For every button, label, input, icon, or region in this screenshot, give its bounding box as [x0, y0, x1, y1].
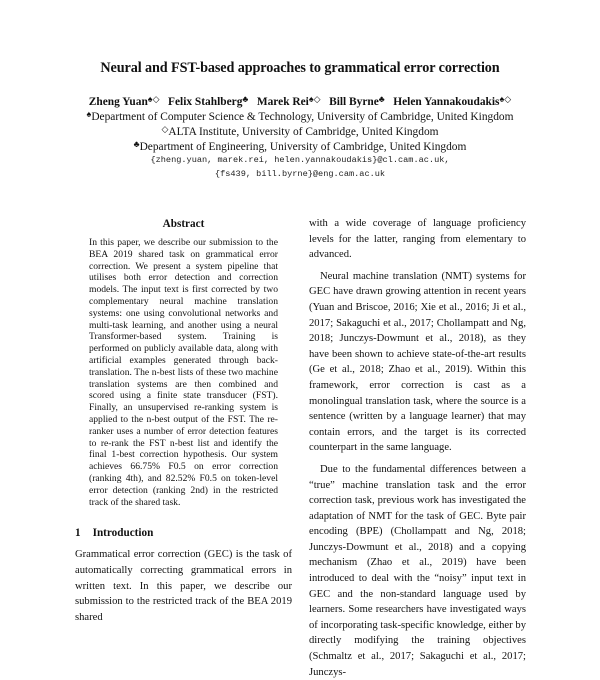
author-mark: ♠◇ — [308, 94, 321, 104]
affiliation-mark: ♠ — [86, 108, 92, 119]
paper-title: Neural and FST-based approaches to grammatical error correction — [100, 60, 500, 76]
author-name: Marek Rei — [256, 96, 309, 108]
section-title: Introduction — [92, 527, 154, 539]
affiliation-mark: ♣ — [133, 138, 140, 149]
affiliation — [0, 139, 600, 153]
author-list — [0, 94, 600, 108]
affiliation — [0, 124, 600, 138]
section-number: 1 — [75, 527, 81, 539]
section-heading — [75, 527, 153, 539]
affiliation — [0, 109, 600, 123]
affiliation-text: Department of Engineering, University of Cambridge, United Kingdom — [139, 140, 467, 153]
email-line: {zheng.yuan, marek.rei, helen.yannakoudakis}@cl.cam.ac.uk, — [150, 155, 450, 165]
author-name: Bill Byrne — [329, 96, 379, 108]
author-name: Felix Stahlberg — [168, 96, 243, 108]
author-mark: ♠◇ — [499, 94, 512, 104]
paragraph: Neural machine translation (NMT) systems for GEC have drawn growing attention in recent years (Yuan and Briscoe, 2016; Xie et al., 2016; Ji et al., 2017; Sakaguchi et al., 2017; Chollampatt and Ng, 2018; Junczys-Dowmunt et al., 2018), as they have been shown to achieve state-of-the-art results (Ge et al., 2018; Zhao et al., 2019). Within this framework, error correction is cast as a monolingual translation task, where the source is a sentence (written by a language learner) that may contain errors, and the target is its corrected counterpart in the same language. — [309, 270, 526, 454]
author-name: Helen Yannakoudakis — [393, 96, 500, 108]
abstract-text: In this paper, we describe our submission to the BEA 2019 shared task on grammatical error correction. We present a system pipeline that utilises both error detection and correction models. The input text is first corrected by two complementary neural machine translation systems: one using convolutional networks and multi-task learning, and another using a neural Transformer-based system. Training is performed on publicly available data, along with artificial examples generated through back-translation. The n-best lists of these two machine translation systems are then combined and scored using a finite state transducer (FST). Finally, an unsupervised re-ranking system is applied to the n-best output of the FST. The re-ranker uses a number of error detection features to re-rank the FST n-best list and identify the final 1-best correction hypothesis. Our system achieves 66.75% F0.5 on error correction (ranking 4th), and 82.52% F0.5 on token-level error detection (ranking 2nd) in the restricted track of the shared task. — [89, 237, 278, 508]
abstract-heading: Abstract — [162, 218, 205, 230]
introduction-text: Grammatical error correction (GEC) is the task of automatically correcting grammatical errors in written text. In this paper, we describe our submission to the restricted track of the BEA 2019 shared — [75, 549, 292, 624]
right-column — [309, 216, 526, 680]
affiliation-mark: ◇ — [161, 123, 169, 134]
paragraph: Due to the fundamental differences between a “true” machine translation task and the error correction task, previous work has investigated the adaptation of NMT for the task of GEC. Byte pair encoding (BPE) (Chollampatt and Ng, 2018; Junczys-Dowmunt et al., 2018) and a copying mechanism (Zhao et al., 2019) have been introduced to deal with the “noisy” input text in GEC and the non-standard language used by learners. Some researchers have investigated ways of incorporating task-specific knowledge, either by directly modifying the training objectives (Schmaltz et al., 2017; Sakaguchi et al., 2017; Junczys- — [309, 463, 526, 678]
affiliation-text: ALTA Institute, University of Cambridge, United Kingdom — [168, 125, 439, 138]
affiliation-text: Department of Computer Science & Technology, University of Cambridge, United Kingdom — [91, 110, 514, 123]
author-name: Zheng Yuan — [88, 96, 148, 108]
author-mark: ♣ — [378, 94, 385, 104]
author-mark: ♣ — [242, 94, 249, 104]
paragraph: with a wide coverage of language proficiency levels for the latter, ranging from elementary to advanced. — [309, 218, 526, 261]
author-mark: ♠◇ — [147, 94, 160, 104]
email-line: {fs439, bill.byrne}@eng.cam.ac.uk — [214, 169, 386, 179]
